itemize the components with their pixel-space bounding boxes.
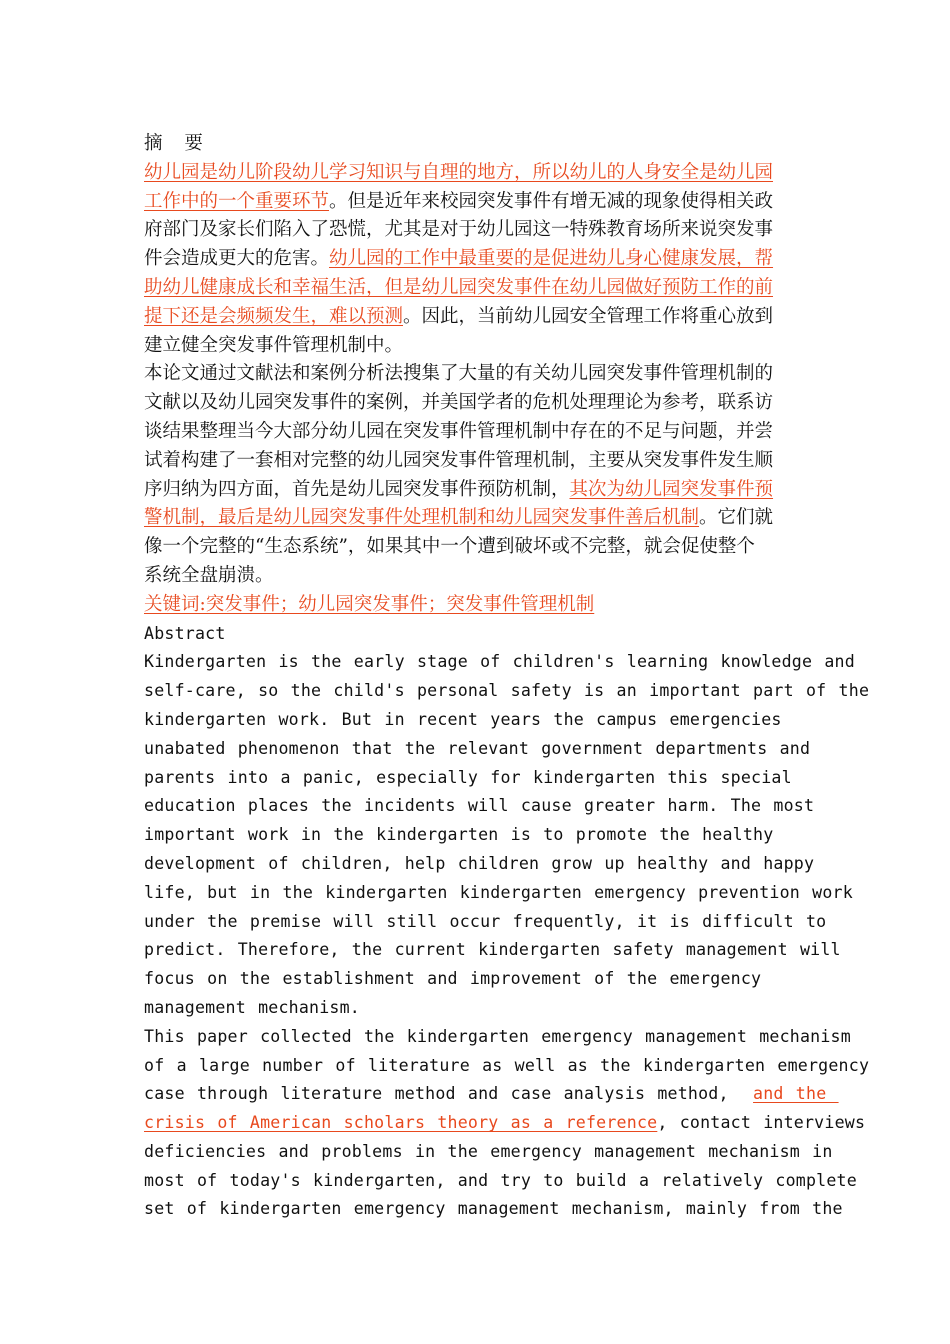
body-text: most of today's kindergarten, and try to build a relatively complete [144, 1170, 857, 1190]
highlighted-text: 工作中的一个重要环节 [144, 190, 330, 212]
body-text: 文献以及幼儿园突发事件的案例，并美国学者的危机处理理论为参考，联系访 [144, 392, 774, 414]
text-line [144, 850, 824, 879]
highlighted-text: 其次为幼儿园突发事件预 [569, 478, 774, 500]
text-line [144, 389, 824, 418]
document-page [144, 130, 870, 1224]
text-line [144, 1138, 833, 1167]
highlighted-text: crisis of American scholars theory as a reference [144, 1113, 658, 1133]
text-line [144, 735, 824, 764]
text-line [144, 562, 824, 591]
body-text: 建立健全突发事件管理机制中。 [144, 334, 404, 356]
body-text: kindergarten work. But in recent years the campus emergencies [144, 709, 782, 729]
abstract-en-body [144, 648, 870, 1224]
body-text: Kindergarten is the early stage of children's learning knowledge and [144, 652, 855, 672]
text-line [144, 591, 824, 620]
text-line [144, 792, 824, 821]
text-line [144, 879, 853, 908]
highlighted-text: 幼儿园是幼儿阶段幼儿学习知识与自理的地方，所以幼儿的人身安全是幼儿园 [144, 161, 774, 183]
body-text: 序归纳为四方面，首先是幼儿园突发事件预防机制， [144, 478, 570, 500]
text-line [144, 648, 855, 677]
text-line [144, 1023, 851, 1052]
text-line [144, 1167, 857, 1196]
body-text: 。因此，当前幼儿园安全管理工作将重心放到 [403, 305, 774, 327]
body-text: focus on the establishment and improvement of the emergency [144, 969, 762, 989]
text-line [144, 159, 824, 188]
body-text: 谈结果整理当今大部分幼儿园在突发事件管理机制中存在的不足与问题，并尝 [144, 420, 774, 442]
text-line [144, 994, 824, 1023]
text-line [144, 677, 870, 706]
text-line [144, 216, 824, 245]
text-line [144, 418, 824, 447]
body-text: life, but in the kindergarten kindergarten emergency prevention work [144, 882, 853, 902]
text-line [144, 447, 824, 476]
highlighted-text: and the [753, 1084, 839, 1104]
text-line [144, 764, 824, 793]
text-line [144, 1195, 843, 1224]
highlighted-text: 提下还是会频频发生，难以预测 [144, 305, 404, 327]
body-text: 试着构建了一套相对完整的幼儿园突发事件管理机制，主要从突发事件发生顺 [144, 449, 774, 471]
highlighted-text: 关键词:突发事件；幼儿园突发事件；突发事件管理机制 [144, 593, 595, 615]
body-text: deficiencies and problems in the emergency management mechanism in [144, 1141, 833, 1161]
text-line [144, 303, 824, 332]
body-text: 系统全盘崩溃。 [144, 564, 274, 586]
body-text: development of children, help children grow up healthy and happy [144, 853, 815, 873]
body-text: management mechanism. [144, 997, 360, 1017]
text-line [144, 965, 824, 994]
body-text: , contact interviews [657, 1113, 866, 1133]
body-text: parents into a panic, especially for kindergarten this special [144, 767, 792, 787]
highlighted-text: 助幼儿健康成长和幸福生活，但是幼儿园突发事件在幼儿园做好预防工作的前 [144, 276, 774, 298]
highlighted-text: 幼儿园的工作中最重要的是促进幼儿身心健康发展，帮 [329, 248, 774, 270]
body-text: case through literature method and case analysis method, [144, 1084, 754, 1104]
text-line [144, 332, 824, 361]
text-line [144, 1052, 870, 1081]
abstract-zh-body [144, 159, 824, 620]
body-text: under the premise will still occur frequently, it is difficult to [144, 911, 827, 931]
body-text: important work in the kindergarten is to promote the healthy [144, 825, 774, 845]
text-line [144, 936, 841, 965]
body-text: 。它们就 [699, 507, 774, 529]
abstract-en-heading: Abstract [144, 623, 226, 643]
body-text: 件会造成更大的危害。 [144, 248, 330, 270]
body-text: 像一个完整的“生态系统”，如果其中一个遭到破坏或不完整，就会促使整个 [144, 536, 755, 558]
body-text: self-care, so the child's personal safety is an important part of the [144, 681, 870, 701]
highlighted-text: 警机制，最后是幼儿园突发事件处理机制和幼儿园突发事件善后机制 [144, 507, 700, 529]
body-text: 府部门及家长们陷入了恐慌，尤其是对于幼儿园这一特殊教育场所来说突发事 [144, 219, 774, 241]
text-line [144, 360, 824, 389]
body-text: set of kindergarten emergency management mechanism, mainly from the [144, 1199, 843, 1219]
text-line [144, 504, 824, 533]
body-text: education places the incidents will cause greater harm. The most [144, 796, 815, 816]
body-text: predict. Therefore, the current kindergarten safety management will [144, 940, 841, 960]
body-text: of a large number of literature as well as the kindergarten emergency [144, 1055, 870, 1075]
body-text: unabated phenomenon that the relevant government departments and [144, 738, 811, 758]
text-line [144, 1109, 866, 1138]
text-line [144, 476, 824, 505]
body-text: This paper collected the kindergarten emergency management mechanism [144, 1026, 851, 1046]
text-line [144, 908, 827, 937]
abstract-zh-heading: 摘 要 [144, 133, 211, 154]
text-line [144, 245, 824, 274]
text-line [144, 274, 824, 303]
text-line [144, 821, 824, 850]
text-line [144, 706, 824, 735]
text-line [144, 1080, 839, 1109]
text-line [144, 533, 824, 562]
body-text: 。但是近年来校园突发事件有增无减的现象使得相关政 [329, 190, 774, 212]
text-line [144, 188, 824, 217]
body-text: 本论文通过文献法和案例分析法搜集了大量的有关幼儿园突发事件管理机制的 [144, 363, 774, 385]
